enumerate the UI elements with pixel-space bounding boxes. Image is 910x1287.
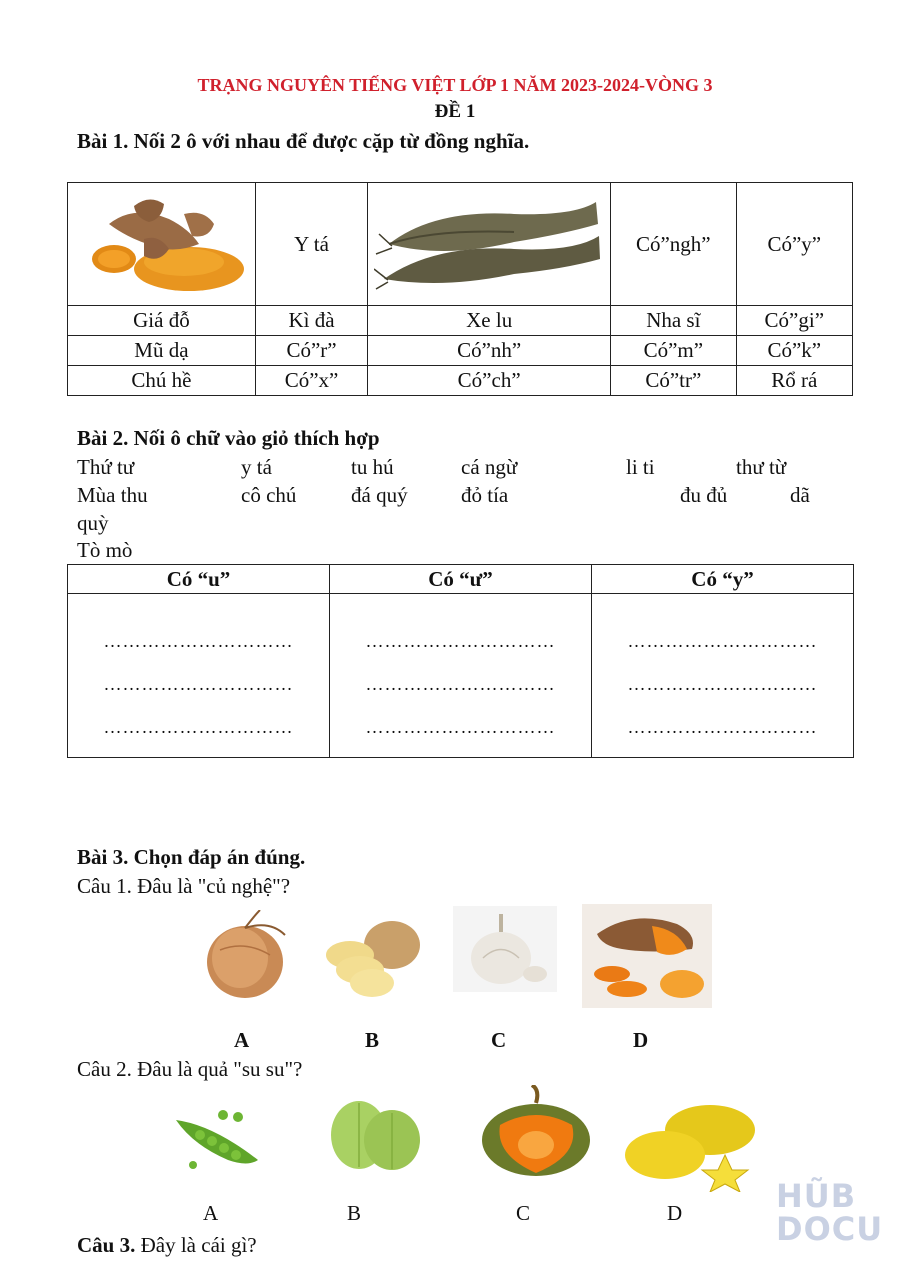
turmeric-image-d[interactable] <box>582 904 712 1008</box>
cell-nha-si[interactable]: Nha sĩ <box>611 306 736 336</box>
basket-u-horn[interactable] <box>330 594 592 758</box>
cell-ro-ra[interactable]: Rổ rá <box>736 366 852 396</box>
word-li-ti[interactable]: li ti <box>626 455 655 479</box>
q1-option-d[interactable]: D <box>633 1028 649 1052</box>
word-do-tia[interactable]: đỏ tía <box>461 483 509 507</box>
blank-line[interactable]: ………………………… <box>627 631 818 651</box>
blank-line[interactable]: ………………………… <box>365 631 556 651</box>
word-du-du[interactable]: đu đủ <box>680 483 728 507</box>
cell-co-gi[interactable]: Có”gi” <box>736 306 852 336</box>
turmeric-image <box>74 184 249 299</box>
col-co-u-horn: Có “ư” <box>330 565 592 594</box>
cell-co-x[interactable]: Có”x” <box>255 366 367 396</box>
cell-co-ngh[interactable]: Có”ngh” <box>611 183 736 306</box>
onion-image[interactable] <box>200 910 295 1002</box>
basket-y[interactable] <box>592 594 854 758</box>
word-thu-tu-2[interactable]: thư từ <box>736 455 787 479</box>
basket-u[interactable] <box>68 594 330 758</box>
word-da[interactable]: dã <box>790 483 810 507</box>
ex2-basket-table <box>67 564 854 758</box>
q2-option-a[interactable]: A <box>203 1201 219 1225</box>
blank-line[interactable]: ………………………… <box>627 717 818 737</box>
starfruit-image[interactable] <box>620 1100 765 1192</box>
q2-option-c[interactable]: C <box>516 1201 531 1225</box>
word-ca-ngu[interactable]: cá ngừ <box>461 455 518 479</box>
peas-image[interactable] <box>168 1105 268 1175</box>
catfish-image <box>374 184 604 299</box>
turmeric-image-cell <box>68 183 256 306</box>
word-quy[interactable]: quỳ <box>77 511 109 535</box>
blank-line[interactable]: ………………………… <box>103 631 294 651</box>
ex3-heading: Bài 3. Chọn đáp án đúng. <box>77 845 306 869</box>
question-1: Câu 1. Đâu là "củ nghệ"? <box>77 874 291 898</box>
word-co-chu[interactable]: cô chú <box>241 483 297 507</box>
word-y-ta[interactable]: y tá <box>241 455 272 479</box>
logo-line-2: DOCU <box>776 1210 884 1248</box>
col-co-y: Có “y” <box>592 565 854 594</box>
question-3-number: Câu 3. <box>77 1233 136 1257</box>
cell-co-y[interactable]: Có”y” <box>736 183 852 306</box>
q1-option-a[interactable]: A <box>234 1028 250 1052</box>
potato-image[interactable] <box>320 915 425 1003</box>
chayote-image[interactable] <box>324 1095 424 1175</box>
cell-co-m[interactable]: Có”m” <box>611 336 736 366</box>
word-mua-thu[interactable]: Mùa thu <box>77 483 148 507</box>
question-3-text: Đây là cái gì? <box>135 1233 257 1257</box>
question-2: Câu 2. Đâu là quả "su su"? <box>77 1057 303 1081</box>
fish-image-cell <box>368 183 611 306</box>
ex2-heading: Bài 2. Nối ô chữ vào giỏ thích hợp <box>77 426 380 450</box>
cell-co-k[interactable]: Có”k” <box>736 336 852 366</box>
blank-line[interactable]: ………………………… <box>103 674 294 694</box>
blank-line[interactable]: ………………………… <box>627 674 818 694</box>
cell-y-ta[interactable]: Y tá <box>255 183 367 306</box>
blank-line[interactable]: ………………………… <box>365 717 556 737</box>
col-co-u: Có “u” <box>68 565 330 594</box>
pumpkin-image[interactable] <box>480 1085 592 1177</box>
page-title: TRẠNG NGUYÊN TIẾNG VIỆT LỚP 1 NĂM 2023-2024-VÒNG 3 <box>197 75 713 95</box>
q2-option-d[interactable]: D <box>667 1201 683 1225</box>
hubdocu-logo <box>776 1177 886 1255</box>
word-tu-hu[interactable]: tu hú <box>351 455 394 479</box>
q2-option-b[interactable]: B <box>347 1201 362 1225</box>
cell-co-tr[interactable]: Có”tr” <box>611 366 736 396</box>
word-to-mo[interactable]: Tò mò <box>77 538 133 562</box>
garlic-image[interactable] <box>453 906 557 992</box>
word-da-quy[interactable]: đá quý <box>351 483 408 507</box>
page-subtitle: ĐỀ 1 <box>434 101 476 122</box>
ex1-heading: Bài 1. Nối 2 ô với nhau để được cặp từ đồng nghĩa. <box>77 129 530 153</box>
cell-gia-do[interactable]: Giá đỗ <box>68 306 256 336</box>
cell-co-nh[interactable]: Có”nh” <box>368 336 611 366</box>
cell-ki-da[interactable]: Kì đà <box>255 306 367 336</box>
question-3 <box>77 1233 257 1258</box>
blank-line[interactable]: ………………………… <box>103 717 294 737</box>
blank-line[interactable]: ………………………… <box>365 674 556 694</box>
logo-line-1: HŨB <box>776 1177 857 1215</box>
cell-mu-da[interactable]: Mũ dạ <box>68 336 256 366</box>
word-thu-tu[interactable]: Thứ tư <box>77 455 135 479</box>
q1-option-c[interactable]: C <box>491 1028 507 1052</box>
cell-chu-he[interactable]: Chú hề <box>68 366 256 396</box>
ex1-table <box>67 182 853 396</box>
cell-xe-lu[interactable]: Xe lu <box>368 306 611 336</box>
cell-co-r[interactable]: Có”r” <box>255 336 367 366</box>
q1-option-b[interactable]: B <box>365 1028 380 1052</box>
cell-co-ch[interactable]: Có”ch” <box>368 366 611 396</box>
